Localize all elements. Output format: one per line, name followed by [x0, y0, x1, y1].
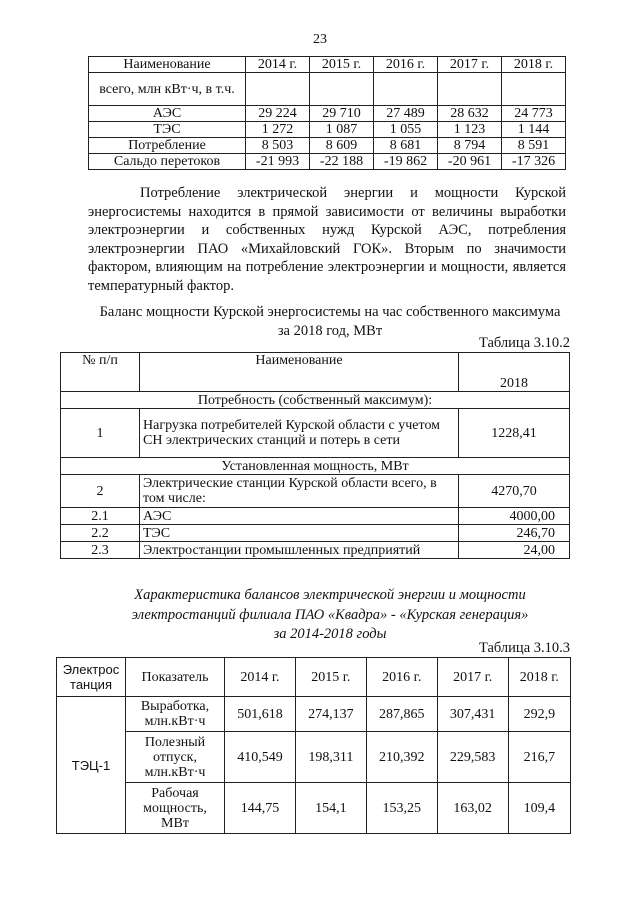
header-cell: 2017 г. [438, 57, 502, 73]
row-label: Рабочая мощность, МВт [126, 783, 225, 834]
table-cell: 27 489 [374, 106, 438, 122]
table-cell: 1 055 [374, 122, 438, 138]
table-header-row [57, 658, 571, 697]
row-num: 2 [61, 475, 140, 508]
table-cell: 410,549 [225, 732, 296, 783]
empty-cell [246, 73, 310, 106]
empty-cell [374, 73, 438, 106]
table-header-row [61, 353, 570, 392]
row-label: АЭС [89, 106, 246, 122]
table-row [61, 409, 570, 458]
page-number: 23 [313, 32, 327, 47]
header-cell: Показатель [126, 658, 225, 697]
caption-line: за 2014-2018 годы [273, 626, 387, 642]
row-label: Полезный отпуск, млн.кВт·ч [126, 732, 225, 783]
header-cell: 2015 г. [295, 658, 366, 697]
table-row [89, 138, 566, 154]
row-num: 2.1 [61, 508, 140, 525]
table-row [61, 542, 570, 559]
table-cell: -20 961 [438, 154, 502, 170]
table-cell: 287,865 [366, 697, 437, 732]
table-row [61, 475, 570, 508]
table-row [89, 122, 566, 138]
header-num: № п/п [61, 353, 140, 392]
table-cell: 1 144 [502, 122, 566, 138]
table-cell: 274,137 [295, 697, 366, 732]
row-num: 2.3 [61, 542, 140, 559]
row-num: 1 [61, 409, 140, 458]
table-cell: 163,02 [437, 783, 508, 834]
table-row [61, 525, 570, 542]
caption-line: Характеристика балансов электрической энергии и мощности [134, 587, 526, 603]
header-cell: 2016 г. [374, 57, 438, 73]
header-cell: Наименование [89, 57, 246, 73]
body-paragraph: Потребление электрической энергии и мощности Курской энергосистемы находится в прямой зависимости от величины выработки электроэнергии и собственных нужд Курской АЭС, потребления электроэнергии ПАО «Михайловский ГОК». Вторым по значимости фактором, влияющим на потребление электроэнергии и мощности, является температурный фактор. [88, 185, 566, 294]
table-cell: 501,618 [225, 697, 296, 732]
table-cell: 216,7 [508, 732, 570, 783]
table-cell: -17 326 [502, 154, 566, 170]
row-label: Сальдо перетоков [89, 154, 246, 170]
header-cell: 2018 г. [508, 658, 570, 697]
header-year: 2018 [459, 353, 570, 392]
table-row [57, 697, 571, 732]
empty-cell [438, 73, 502, 106]
table-cell: 8 503 [246, 138, 310, 154]
table-row [89, 73, 566, 106]
header-name: Наименование [140, 353, 459, 392]
table-cell: -19 862 [374, 154, 438, 170]
caption-line: за 2018 год, МВт [277, 323, 383, 339]
table-cell: 8 591 [502, 138, 566, 154]
table-row [57, 732, 571, 783]
table-cell: 153,25 [366, 783, 437, 834]
row-label: Потребление [89, 138, 246, 154]
table3-label: Таблица 3.10.3 [478, 640, 570, 656]
table-row [57, 783, 571, 834]
empty-cell [310, 73, 374, 106]
row-value: 4000,00 [459, 508, 570, 525]
table-header-row [89, 57, 566, 73]
table-cell: 1 087 [310, 122, 374, 138]
row-num: 2.2 [61, 525, 140, 542]
header-cell: 2015 г. [310, 57, 374, 73]
header-cell: 2014 г. [246, 57, 310, 73]
table-cell: 29 710 [310, 106, 374, 122]
row-value: 246,70 [459, 525, 570, 542]
table-cell: 154,1 [295, 783, 366, 834]
header-cell: 2018 г. [502, 57, 566, 73]
table-cell: 144,75 [225, 783, 296, 834]
table-cell: 29 224 [246, 106, 310, 122]
table-cell: 109,4 [508, 783, 570, 834]
header-cell: 2014 г. [225, 658, 296, 697]
section-row [61, 458, 570, 475]
caption-line: Баланс мощности Курской энергосистемы на час собственного максимума [99, 304, 561, 320]
table-cell: 210,392 [366, 732, 437, 783]
unit-cell: всего, млн кВт·ч, в т.ч. [89, 73, 246, 106]
station-balance-table [56, 657, 571, 834]
row-value: 1228,41 [459, 409, 570, 458]
empty-cell [502, 73, 566, 106]
row-name: АЭС [140, 508, 459, 525]
table-cell: -22 188 [310, 154, 374, 170]
table-row [89, 106, 566, 122]
row-value: 4270,70 [459, 475, 570, 508]
table-cell: -21 993 [246, 154, 310, 170]
header-cell: 2016 г. [366, 658, 437, 697]
table-cell: 1 123 [438, 122, 502, 138]
table-cell: 24 773 [502, 106, 566, 122]
table2-label: Таблица 3.10.2 [478, 335, 570, 351]
table-row [89, 154, 566, 170]
header-cell: 2017 г. [437, 658, 508, 697]
energy-balance-table [88, 56, 566, 170]
row-name: ТЭС [140, 525, 459, 542]
row-label: ТЭС [89, 122, 246, 138]
table-cell: 292,9 [508, 697, 570, 732]
row-name: Электростанции промышленных предприятий [140, 542, 459, 559]
table-cell: 1 272 [246, 122, 310, 138]
table-cell: 198,311 [295, 732, 366, 783]
table-cell: 28 632 [438, 106, 502, 122]
table-cell: 8 609 [310, 138, 374, 154]
section-row [61, 392, 570, 409]
caption-line: электростанций филиала ПАО «Квадра» - «Курская генерация» [131, 606, 529, 623]
table-row [61, 508, 570, 525]
table-cell: 8 794 [438, 138, 502, 154]
row-value: 24,00 [459, 542, 570, 559]
station-name: ТЭЦ-1 [57, 697, 126, 834]
table3-caption [60, 586, 600, 645]
table-cell: 307,431 [437, 697, 508, 732]
table-cell: 229,583 [437, 732, 508, 783]
row-name: Электрические станции Курской области всего, в том числе: [140, 475, 459, 508]
section-title: Установленная мощность, МВт [61, 458, 570, 475]
row-name: Нагрузка потребителей Курской области с учетом СН электрических станций и потерь в сети [140, 409, 459, 458]
header-cell: Электростанция [57, 658, 126, 697]
section-title: Потребность (собственный максимум): [61, 392, 570, 409]
table-cell: 8 681 [374, 138, 438, 154]
power-balance-table [60, 352, 570, 559]
row-label: Выработка, млн.кВт·ч [126, 697, 225, 732]
